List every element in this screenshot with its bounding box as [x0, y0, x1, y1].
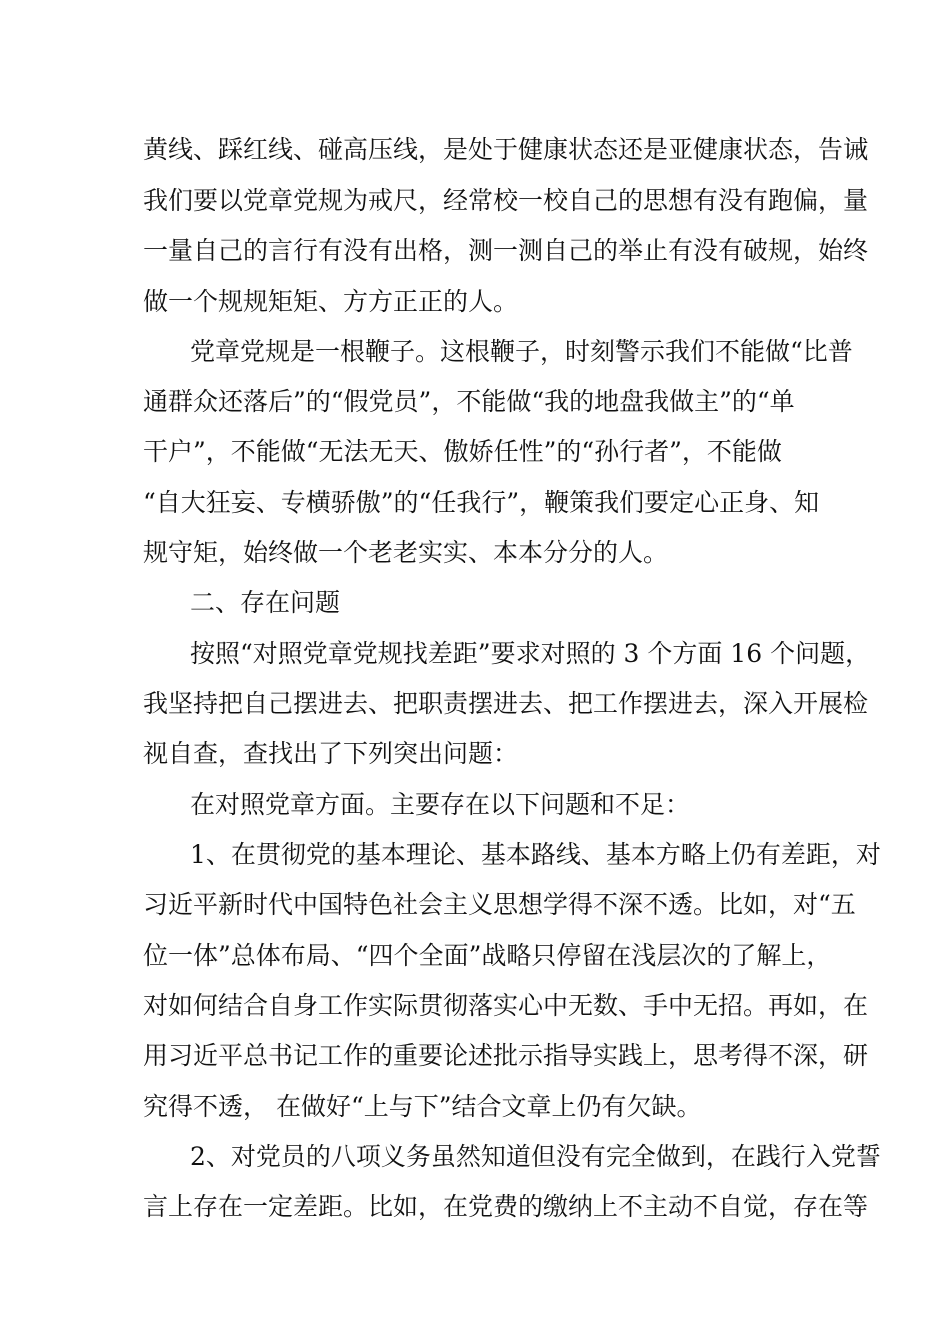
text-line: 一量自己的言行有没有出格，测一测自己的举止有没有破规，始终 [143, 236, 869, 265]
text-line: 2、对党员的八项义务虽然知道但没有完全做到，在践行入党誓 [190, 1142, 881, 1171]
text-line: 通群众还落后”的“假党员”，不能做“我的地盘我做主”的“单 [143, 387, 795, 416]
text-line: 黄线、踩红线、碰高压线，是处于健康状态还是亚健康状态，告诫 [143, 135, 869, 164]
text-line: 在对照党章方面。主要存在以下问题和不足： [190, 790, 691, 819]
text-line: 党章党规是一根鞭子。这根鞭子，时刻警示我们不能做“比普 [190, 337, 853, 366]
text-line: 规守矩，始终做一个老老实实、本本分分的人。 [143, 538, 669, 567]
text-line: 1、在贯彻党的基本理论、基本路线、基本方略上仍有差距，对 [190, 840, 881, 869]
text-line: 言上存在一定差距。比如，在党费的缴纳上不主动不自觉，存在等 [143, 1192, 869, 1221]
text-line: 对如何结合自身工作实际贯彻落实心中无数、手中无招。再如，在 [143, 991, 869, 1020]
text-line: 做一个规规矩矩、方方正正的人。 [143, 287, 519, 316]
text-line: 我坚持把自己摆进去、把职责摆进去、把工作摆进去，深入开展检 [143, 689, 869, 718]
text-line: “自大狂妄、专横骄傲”的“任我行”，鞭策我们要定心正身、知 [143, 488, 820, 517]
text-line: 视自查，查找出了下列突出问题： [143, 739, 519, 768]
text-line: 习近平新时代中国特色社会主义思想学得不深不透。比如，对“五 [143, 890, 856, 919]
section-heading: 二、存在问题 [190, 588, 341, 617]
text-line: 干户”，不能做“无法无天、傲娇任性”的“孙行者”，不能做 [143, 437, 782, 466]
text-line: 究得不透， 在做好“上与下”结合文章上仍有欠缺。 [143, 1092, 702, 1121]
text-line: 用习近平总书记工作的重要论述批示指导实践上，思考得不深，研 [143, 1041, 869, 1070]
text-line: 我们要以党章党规为戒尺，经常校一校自己的思想有没有跑偏，量 [143, 186, 869, 215]
text-line: 位一体”总体布局、“四个全面”战略只停留在浅层次的了解上， [143, 941, 832, 970]
text-line: 按照“对照党章党规找差距”要求对照的 3 个方面 16 个问题， [190, 639, 871, 668]
